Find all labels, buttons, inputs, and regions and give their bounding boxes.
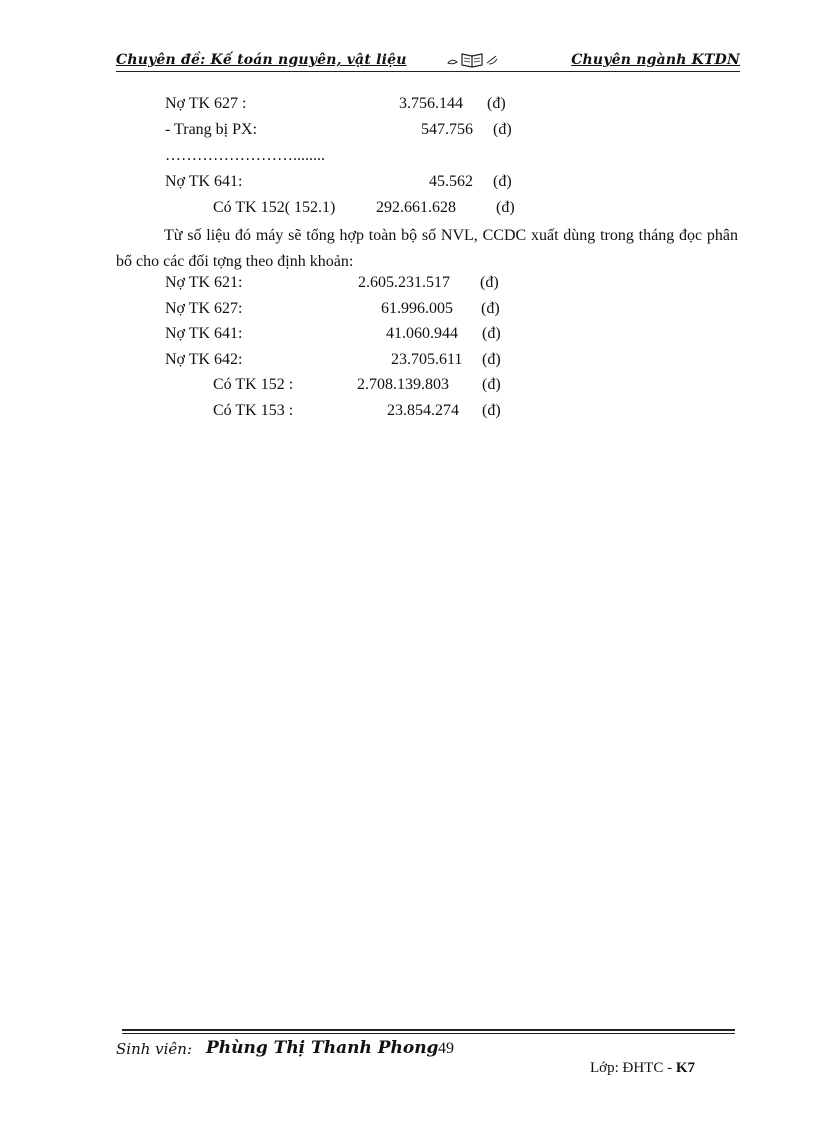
page-number: 49 — [438, 1040, 454, 1057]
entry-unit: (đ) — [482, 376, 501, 393]
entry-unit: (đ) — [482, 325, 501, 342]
entry-unit: (đ) — [480, 274, 499, 291]
entry-amount: 292.661.628 — [376, 199, 456, 216]
footer-rule — [122, 1029, 735, 1031]
entry-label: - Trang bị PX: — [165, 121, 258, 138]
header-topic: Chuyên đề: Kế toán nguyên, vật liệu — [116, 52, 407, 68]
class-info — [590, 1060, 695, 1077]
footer-rule-thin — [122, 1033, 735, 1034]
entry-amount: 23.705.611 — [391, 351, 463, 368]
entry-label: Có TK 152( 152.1) — [213, 199, 336, 216]
entry-unit: (đ) — [493, 173, 512, 190]
student-name: Phùng Thị Thanh Phong — [206, 1038, 439, 1058]
entry-label: Nợ TK 621: — [165, 274, 243, 291]
entry-label: Có TK 152 : — [213, 376, 294, 393]
entry-amount: 3.756.144 — [399, 95, 463, 112]
entry-amount: 2.605.231.517 — [358, 274, 450, 291]
header-major: Chuyên ngành KTDN — [571, 52, 740, 68]
body-paragraph — [116, 223, 738, 274]
entry-label: Có TK 153 : — [213, 402, 294, 419]
page-header — [116, 50, 740, 76]
entry-label: Nợ TK 642: — [165, 351, 243, 368]
entry-amount: 41.060.944 — [386, 325, 458, 342]
entry-amount: 547.756 — [421, 121, 473, 138]
entry-label: Nợ TK 641: — [165, 173, 243, 190]
entry-label: Nợ TK 627: — [165, 300, 243, 317]
entry-unit: (đ) — [481, 300, 500, 317]
entry-label: Nợ TK 627 : — [165, 95, 247, 112]
entry-unit: (đ) — [487, 95, 506, 112]
class-label: Lớp: ĐHTC - — [590, 1060, 676, 1076]
entry-unit: (đ) — [496, 199, 515, 216]
entry-label: Nợ TK 641: — [165, 325, 243, 342]
entry-amount: 61.996.005 — [381, 300, 453, 317]
paragraph-text: Từ số liệu đó máy sẽ tổng hợp toàn bộ số NVL, CCDC xuất dùng trong tháng đọc phân bổ cho các đối tợng theo định khoản: — [116, 227, 738, 270]
entry-amount: 45.562 — [429, 173, 473, 190]
book-ornament-icon — [444, 50, 502, 70]
entry-unit: (đ) — [482, 402, 501, 419]
student-label: Sinh viên: — [116, 1040, 193, 1058]
header-rule — [116, 71, 740, 72]
entry-dots: ……………………........ — [165, 147, 325, 164]
entry-unit: (đ) — [482, 351, 501, 368]
class-code: K7 — [675, 1060, 696, 1076]
entry-amount: 2.708.139.803 — [357, 376, 449, 393]
entry-unit: (đ) — [493, 121, 512, 138]
entry-amount: 23.854.274 — [387, 402, 459, 419]
